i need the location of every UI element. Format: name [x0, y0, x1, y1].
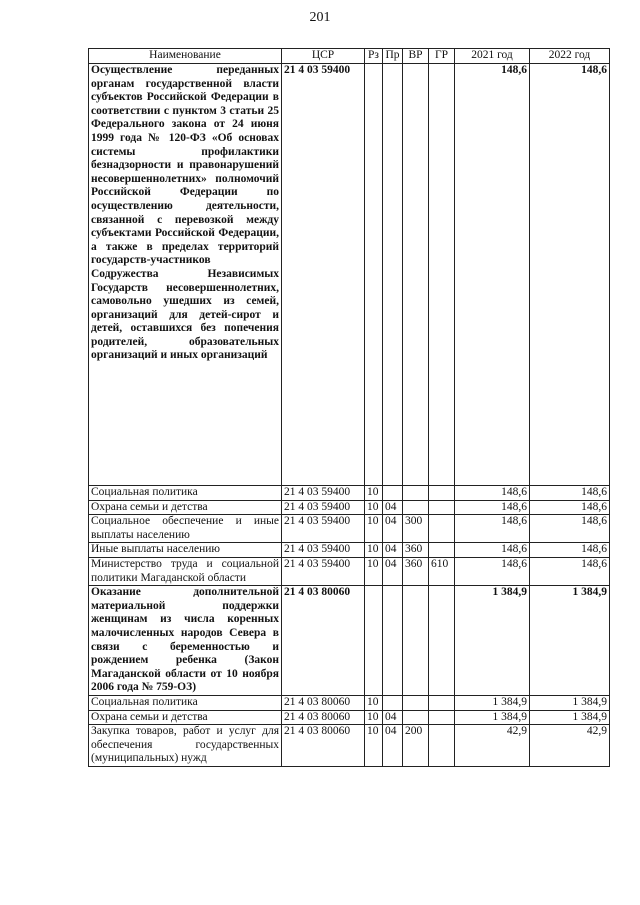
row-2021: 148,6 — [455, 557, 530, 585]
row-pr — [383, 695, 403, 710]
table-row — [89, 486, 610, 501]
row-gr — [429, 543, 455, 558]
row-2022: 148,6 — [530, 64, 610, 486]
table-row — [89, 64, 610, 486]
header-vr: ВР — [403, 49, 429, 64]
header-2022: 2022 год — [530, 49, 610, 64]
header-gr: ГР — [429, 49, 455, 64]
row-2021: 148,6 — [455, 515, 530, 543]
row-vr: 360 — [403, 543, 429, 558]
row-vr — [403, 486, 429, 501]
table-row — [89, 515, 610, 543]
row-2021: 148,6 — [455, 486, 530, 501]
row-pr: 04 — [383, 710, 403, 725]
header-2021: 2021 год — [455, 49, 530, 64]
row-vr — [403, 586, 429, 696]
row-csr: 21 4 03 59400 — [282, 557, 365, 585]
row-name: Социальная политика — [89, 695, 282, 710]
row-2022: 1 384,9 — [530, 710, 610, 725]
header-rz: Рз — [365, 49, 383, 64]
table-row — [89, 557, 610, 585]
row-gr — [429, 710, 455, 725]
row-pr: 04 — [383, 557, 403, 585]
row-gr — [429, 486, 455, 501]
page-number: 201 — [309, 10, 331, 25]
row-csr: 21 4 03 80060 — [282, 586, 365, 696]
row-2021: 148,6 — [455, 64, 530, 486]
table-row — [89, 586, 610, 696]
row-rz: 10 — [365, 710, 383, 725]
table-row — [89, 725, 610, 767]
row-vr: 200 — [403, 725, 429, 767]
row-csr: 21 4 03 80060 — [282, 710, 365, 725]
row-2021: 42,9 — [455, 725, 530, 767]
row-2021: 1 384,9 — [455, 695, 530, 710]
row-2021: 1 384,9 — [455, 586, 530, 696]
row-name: Оказание дополнительной материальной поддержки женщинам из числа коренных малочисленных народов Севера в связи с беременностью и рождением ребенка (Закон Магаданской области от 10 ноября 2006 года № 759-ОЗ) — [89, 586, 282, 696]
row-gr — [429, 515, 455, 543]
row-pr — [383, 486, 403, 501]
row-gr — [429, 64, 455, 486]
row-vr — [403, 695, 429, 710]
row-2022: 148,6 — [530, 486, 610, 501]
row-name: Иные выплаты населению — [89, 543, 282, 558]
row-vr — [403, 64, 429, 486]
row-2022: 148,6 — [530, 557, 610, 585]
row-name: Закупка товаров, работ и услуг для обеспечения государственных (муниципальных) нужд — [89, 725, 282, 767]
row-rz: 10 — [365, 557, 383, 585]
table-row — [89, 710, 610, 725]
row-gr — [429, 500, 455, 515]
row-gr — [429, 695, 455, 710]
row-rz: 10 — [365, 725, 383, 767]
row-csr: 21 4 03 80060 — [282, 725, 365, 767]
row-2022: 1 384,9 — [530, 695, 610, 710]
row-rz: 10 — [365, 695, 383, 710]
row-csr: 21 4 03 59400 — [282, 515, 365, 543]
row-2021: 148,6 — [455, 500, 530, 515]
row-2022: 148,6 — [530, 500, 610, 515]
row-name: Министерство труда и социальной политики Магаданской области — [89, 557, 282, 585]
row-rz: 10 — [365, 500, 383, 515]
row-csr: 21 4 03 59400 — [282, 486, 365, 501]
row-rz: 10 — [365, 515, 383, 543]
row-csr: 21 4 03 59400 — [282, 64, 365, 486]
row-name: Охрана семьи и детства — [89, 710, 282, 725]
row-pr: 04 — [383, 725, 403, 767]
row-vr: 300 — [403, 515, 429, 543]
header-csr: ЦСР — [282, 49, 365, 64]
row-csr: 21 4 03 59400 — [282, 543, 365, 558]
row-pr — [383, 64, 403, 486]
row-rz: 10 — [365, 486, 383, 501]
header-name: Наименование — [89, 49, 282, 64]
row-pr: 04 — [383, 515, 403, 543]
row-rz: 10 — [365, 543, 383, 558]
row-2021: 1 384,9 — [455, 710, 530, 725]
row-vr — [403, 710, 429, 725]
row-gr — [429, 586, 455, 696]
row-vr — [403, 500, 429, 515]
row-pr — [383, 586, 403, 696]
budget-table — [88, 48, 610, 767]
table-row — [89, 543, 610, 558]
table-row — [89, 695, 610, 710]
row-2022: 1 384,9 — [530, 586, 610, 696]
table-row — [89, 500, 610, 515]
row-2022: 148,6 — [530, 515, 610, 543]
row-2022: 42,9 — [530, 725, 610, 767]
row-rz — [365, 586, 383, 696]
row-name: Охрана семьи и детства — [89, 500, 282, 515]
row-csr: 21 4 03 59400 — [282, 500, 365, 515]
row-name: Осуществление переданных органам государственной власти субъектов Российской Федерации в соответствии с пунктом 3 статьи 25 Федерального закона от 24 июня 1999 года № 120-ФЗ «Об основах системы профилактики безнадзорности и правонарушений несовершеннолетних» полномочий Российской Федерации по осуществлению деятельности, связанной с перевозкой между субъектами Российской Федерации, а также в пределах территорий государств-участников Содружества Независимых Государств несовершеннолетних, самовольно ушедших из семей, организаций для детей-сирот и детей, оставшихся без попечения родителей, образовательных организаций и иных организаций — [89, 64, 282, 486]
row-pr: 04 — [383, 543, 403, 558]
row-rz — [365, 64, 383, 486]
row-2022: 148,6 — [530, 543, 610, 558]
row-vr: 360 — [403, 557, 429, 585]
row-csr: 21 4 03 80060 — [282, 695, 365, 710]
row-2021: 148,6 — [455, 543, 530, 558]
header-pr: Пр — [383, 49, 403, 64]
row-name: Социальная политика — [89, 486, 282, 501]
row-gr — [429, 725, 455, 767]
table-header-row — [89, 49, 610, 64]
row-gr: 610 — [429, 557, 455, 585]
row-pr: 04 — [383, 500, 403, 515]
row-name: Социальное обеспечение и иные выплаты населению — [89, 515, 282, 543]
